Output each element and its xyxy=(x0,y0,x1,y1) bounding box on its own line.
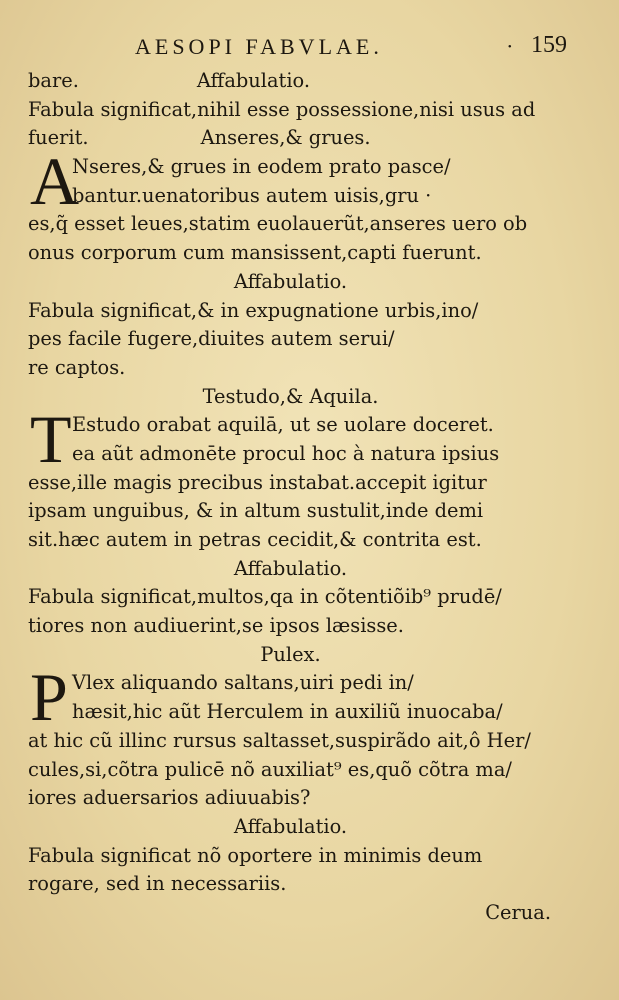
fable-anseres xyxy=(28,143,553,268)
text-line xyxy=(28,497,553,526)
text-line xyxy=(28,583,553,612)
line-text: fuerit. xyxy=(28,126,89,150)
section-heading: Affabulatio. xyxy=(233,814,348,838)
line-text: tiores non audiuerint,se ipsos læsisse. xyxy=(28,614,404,638)
line-text: Nseres,& grues in eodem prato pasce/ xyxy=(72,155,451,179)
page-header xyxy=(135,30,567,64)
text-line xyxy=(28,641,553,670)
fable-title: Pulex. xyxy=(260,642,321,666)
text-line xyxy=(28,526,553,555)
drop-cap: P xyxy=(30,659,68,736)
line-text: iores aduersarios adiuuabis? xyxy=(28,786,311,810)
text-line xyxy=(28,469,553,498)
line-text: Fabula significat,nihil esse possessione,nisi usus ad xyxy=(28,97,536,121)
text-line xyxy=(28,784,553,813)
catchword: Cerua. xyxy=(485,900,551,924)
drop-cap: T xyxy=(30,401,72,478)
line-text: es,q̃ esset leues,statim euolauerũt,anseres uero ob xyxy=(28,212,528,236)
text-line xyxy=(28,96,553,125)
text-line xyxy=(28,612,553,641)
line-text: sit.hæc autem in petras cecidit,& contrita est. xyxy=(28,528,482,551)
text-line xyxy=(28,124,553,153)
text-line xyxy=(28,268,553,297)
text-line xyxy=(28,325,553,354)
text-line xyxy=(28,411,553,440)
line-text: Estudo orabat aquilā, ut se uolare doceret. xyxy=(72,413,494,437)
line-text: Fabula significat nõ oportere in minimis deum xyxy=(28,843,483,867)
line-text: pes facile fugere,diuites autem serui/ xyxy=(28,327,395,351)
text-line xyxy=(28,210,553,239)
section-heading: Affabulatio. xyxy=(233,269,348,293)
line-text: hæsit,hic aũt Herculem in auxiliũ inuocaba/ xyxy=(72,700,503,724)
text-line xyxy=(28,555,553,584)
body-text xyxy=(28,67,553,928)
line-text: rogare, sed in necessariis. xyxy=(28,872,287,896)
line-text: ea aũt admonēte procul hoc à natura ipsius xyxy=(72,441,500,465)
text-line xyxy=(28,870,553,899)
line-text: Fabula significat,& in expugnatione urbis,ino/ xyxy=(28,298,479,322)
drop-cap: A xyxy=(30,143,80,220)
text-line xyxy=(28,297,553,326)
fable-title: Anseres,& grues. xyxy=(200,126,371,150)
text-line xyxy=(28,727,553,756)
text-line xyxy=(28,383,553,412)
text-line xyxy=(28,153,553,182)
text-line xyxy=(28,239,553,268)
fable-pulex xyxy=(28,659,553,812)
header-dot: · xyxy=(506,34,513,58)
line-text: cules,si,cõtra pulicē nõ auxiliat⁹ es,quõ cõtra ma/ xyxy=(28,757,512,781)
section-heading: Affabulatio. xyxy=(233,556,348,580)
line-text: Fabula significat,multos,qa in cõtentiõib⁹ prudē/ xyxy=(28,585,502,609)
text-line xyxy=(28,756,553,785)
line-text: onus corporum cum mansissent,capti fuerunt. xyxy=(28,241,482,265)
text-line xyxy=(28,669,553,698)
text-line xyxy=(28,813,553,842)
fable-testudo xyxy=(28,401,553,554)
text-line xyxy=(28,440,553,469)
line-text: at hic cũ illinc rursus saltasset,suspirãdo ait,ô Her/ xyxy=(28,728,531,752)
text-line xyxy=(28,842,553,871)
line-text: Vlex aliquando saltans,uiri pedi in/ xyxy=(72,671,414,695)
line-text: bare. xyxy=(28,69,79,92)
line-text: esse,ille magis precibus instabat.accepit igitur xyxy=(28,470,487,494)
line-text: ipsam unguibus, & in altum sustulit,inde demi xyxy=(28,499,484,523)
line-text: re captos. xyxy=(28,355,126,379)
fable-title: Testudo,& Aquila. xyxy=(202,384,379,408)
page-number: 159 xyxy=(531,32,567,58)
text-line xyxy=(28,354,553,383)
text-line xyxy=(28,899,553,928)
line-text: bantur.uenatoribus autem uisis,gru · xyxy=(72,183,432,207)
text-line xyxy=(28,182,553,211)
text-line xyxy=(28,67,553,96)
section-heading: Affabulatio. xyxy=(196,69,311,92)
text-line xyxy=(28,698,553,727)
running-head: AESOPI FABVLAE. xyxy=(135,34,383,59)
